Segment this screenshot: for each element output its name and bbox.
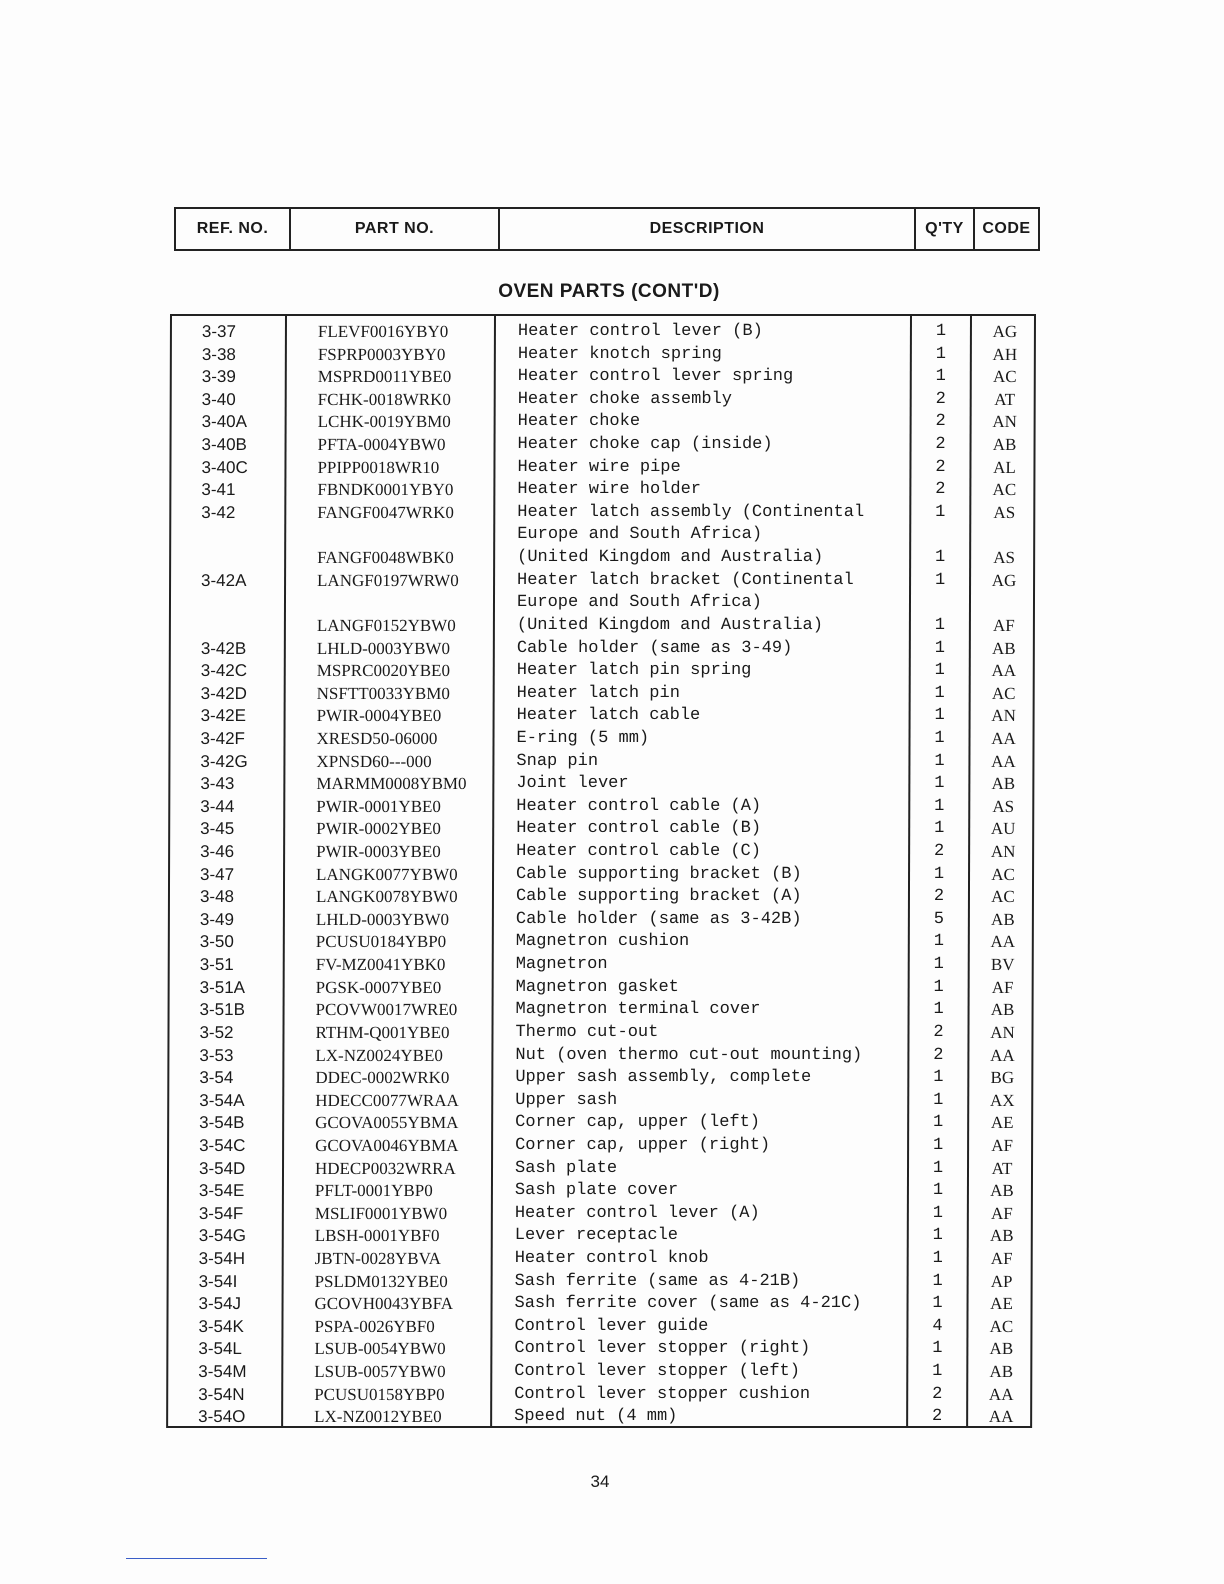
- table-row: [171, 502, 1033, 525]
- description-cell: Heater latch pin spring: [516, 661, 752, 681]
- table-row: [172, 434, 1034, 457]
- ref-no-cell: 3-44: [200, 796, 235, 816]
- qty-cell: 1: [935, 322, 947, 341]
- description-cell: Control lever guide: [514, 1316, 709, 1336]
- description-cell: Sash plate: [514, 1158, 618, 1178]
- ref-no-cell: 3-54I: [198, 1271, 238, 1291]
- section-title: OVEN PARTS (CONT'D): [498, 281, 720, 302]
- qty-cell: 1: [932, 1135, 944, 1155]
- table-row: [171, 683, 1033, 706]
- part-no-cell: FSPRP0003YBY0: [317, 344, 446, 364]
- qty-cell: 5: [933, 909, 945, 929]
- table-row: [169, 1271, 1031, 1294]
- description-cell: Magnetron gasket: [515, 977, 679, 997]
- code-cell: AB: [992, 435, 1017, 455]
- code-cell: AT: [991, 1158, 1013, 1178]
- table-row: [170, 773, 1032, 796]
- code-cell: AB: [990, 1181, 1014, 1201]
- code-cell: AB: [991, 909, 1015, 929]
- qty-cell: 2: [935, 389, 946, 409]
- qty-cell: 1: [933, 977, 944, 997]
- page-number: 34: [590, 1472, 610, 1491]
- description-cell: (United Kingdom and Australia): [517, 548, 824, 568]
- table-row: [171, 457, 1033, 480]
- qty-cell: 1: [932, 1248, 943, 1268]
- part-no-cell: LX-NZ0012YBE0: [314, 1407, 442, 1427]
- code-cell: AN: [991, 706, 1016, 726]
- description-cell: Heater control lever (B): [517, 322, 763, 341]
- code-cell: AC: [991, 887, 1015, 907]
- code-cell: AT: [994, 389, 1016, 409]
- header-description: DESCRIPTION: [500, 209, 916, 249]
- description-cell: Magnetron: [515, 955, 608, 975]
- description-cell: Cable holder (same as 3-49): [516, 638, 793, 658]
- qty-cell: 2: [933, 842, 945, 862]
- qty-cell: 2: [935, 435, 946, 455]
- code-cell: AB: [991, 638, 1016, 658]
- part-no-cell: PWIR-0004YBE0: [316, 706, 442, 726]
- table-row: [168, 1384, 1030, 1407]
- ref-no-cell: 3-54F: [198, 1203, 244, 1223]
- ref-no-cell: 3-38: [201, 344, 236, 364]
- code-cell: BV: [990, 955, 1015, 975]
- description-cell: Heater knotch spring: [517, 344, 722, 364]
- ref-no-cell: 3-48: [199, 887, 235, 907]
- ref-no-cell: 3-47: [200, 864, 235, 884]
- qty-cell: 4: [932, 1316, 943, 1336]
- part-no-cell: PSPA-0026YBF0: [314, 1316, 435, 1336]
- qty-cell: 2: [933, 887, 945, 907]
- code-cell: AA: [988, 1407, 1014, 1427]
- code-cell: AF: [991, 1135, 1013, 1155]
- table-row: [168, 1316, 1030, 1339]
- qty-cell: 2: [935, 412, 946, 432]
- ref-no-cell: 3-41: [201, 480, 236, 500]
- qty-cell: 2: [933, 1045, 944, 1065]
- code-cell: AE: [990, 1294, 1013, 1314]
- code-cell: AX: [989, 1090, 1015, 1110]
- code-cell: AN: [990, 1022, 1015, 1042]
- ref-no-cell: 3-54H: [198, 1248, 246, 1268]
- table-row: [169, 1248, 1031, 1271]
- qty-cell: 1: [933, 955, 944, 975]
- part-no-cell: PSLDM0132YBE0: [314, 1271, 448, 1291]
- table-row: [168, 1338, 1030, 1361]
- qty-cell: 1: [935, 502, 946, 522]
- part-no-cell: JBTN-0028YBVA: [314, 1248, 442, 1268]
- table-row: [171, 660, 1033, 683]
- description-cell: Upper sash assembly, complete: [515, 1068, 812, 1088]
- description-cell: Sash ferrite cover (same as 4-21C): [514, 1294, 862, 1314]
- table-row: [170, 931, 1032, 954]
- table-row: [169, 1225, 1031, 1248]
- description-cell: Corner cap, upper (right): [515, 1135, 771, 1155]
- table-row: [171, 638, 1033, 661]
- part-no-cell: LHLD-0003YBW0: [316, 638, 451, 658]
- qty-cell: 1: [935, 367, 946, 387]
- table-row: [168, 1406, 1030, 1429]
- ref-no-cell: 3-54O: [198, 1407, 246, 1427]
- description-cell: Control lever stopper (left): [514, 1362, 800, 1382]
- description-cell: Control lever stopper cushion: [514, 1384, 811, 1404]
- description-cell: Heater latch assembly (Continental: [517, 502, 865, 522]
- table-row: [169, 1045, 1031, 1068]
- part-no-cell: PGSK-0007YBE0: [315, 977, 442, 997]
- table-row: [170, 864, 1032, 887]
- qty-cell: 2: [932, 1384, 943, 1404]
- code-cell: AS: [993, 548, 1016, 568]
- ref-no-cell: 3-40: [201, 389, 236, 409]
- description-cell: Europe and South Africa): [516, 593, 762, 613]
- part-no-cell: MSPRD0011YBE0: [317, 367, 452, 387]
- part-no-cell: XRESD50-06000: [316, 728, 438, 748]
- qty-cell: 1: [934, 615, 946, 635]
- qty-cell: 1: [932, 1339, 943, 1359]
- table-row: [172, 366, 1034, 389]
- description-cell: Heater latch cable: [516, 706, 701, 726]
- ref-no-cell: 3-53: [199, 1045, 234, 1065]
- description-cell: Heater choke assembly: [517, 389, 732, 409]
- part-no-cell: MSPRC0020YBE0: [316, 661, 450, 681]
- ref-no-cell: 3-42D: [200, 683, 248, 703]
- qty-cell: 1: [933, 864, 945, 884]
- code-cell: AG: [991, 570, 1017, 590]
- table-row: [170, 954, 1032, 977]
- table-row: [169, 1158, 1031, 1181]
- part-no-cell: GCOVA0046YBMA: [315, 1135, 459, 1155]
- ref-no-cell: 3-49: [199, 909, 234, 929]
- ref-no-cell: 3-40A: [201, 412, 248, 432]
- qty-cell: 1: [932, 1158, 944, 1178]
- part-no-cell: PWIR-0002YBE0: [316, 819, 441, 839]
- table-row: [169, 1203, 1031, 1226]
- footer-rule: [126, 1558, 267, 1559]
- table-row: [172, 411, 1034, 434]
- code-cell: AF: [993, 615, 1015, 635]
- table-row: [169, 1090, 1031, 1113]
- qty-cell: 1: [934, 706, 945, 726]
- ref-no-cell: 3-50: [199, 932, 234, 952]
- description-cell: Heater wire holder: [517, 480, 702, 500]
- code-cell: AB: [989, 1226, 1014, 1246]
- table-row: [170, 796, 1032, 819]
- qty-cell: 1: [935, 548, 946, 568]
- code-cell: AC: [991, 683, 1016, 703]
- table-row: [171, 547, 1033, 570]
- description-cell: Upper sash: [515, 1090, 618, 1110]
- code-cell: AC: [992, 480, 1017, 500]
- table-row: [170, 818, 1032, 841]
- code-cell: AB: [991, 774, 1016, 794]
- description-cell: Cable supporting bracket (B): [516, 864, 802, 884]
- code-cell: AB: [989, 1339, 1014, 1359]
- qty-cell: 1: [935, 344, 946, 364]
- header-code: CODE: [982, 220, 1031, 237]
- description-cell: (United Kingdom and Australia): [516, 615, 824, 635]
- table-row: [170, 977, 1032, 1000]
- qty-cell: 1: [932, 1226, 943, 1246]
- qty-cell: 1: [932, 1294, 943, 1314]
- qty-cell: 1: [934, 796, 945, 816]
- code-cell: AN: [992, 412, 1017, 432]
- code-cell: AL: [993, 457, 1016, 477]
- qty-cell: 2: [933, 1022, 944, 1042]
- part-no-cell: MSLIF0001YBW0: [314, 1203, 448, 1223]
- code-cell: AA: [991, 728, 1016, 748]
- part-no-cell: FANGF0047WRK0: [317, 502, 454, 522]
- ref-no-cell: 3-54E: [198, 1181, 245, 1201]
- part-no-cell: GCOVH0043YBFA: [314, 1294, 454, 1314]
- table-row: [169, 1180, 1031, 1203]
- part-no-cell: FANGF0048WBK0: [317, 548, 454, 568]
- ref-no-cell: 3-54A: [199, 1090, 245, 1110]
- header-part-no: PART NO.: [291, 209, 500, 249]
- qty-cell: 1: [934, 728, 945, 748]
- code-cell: AG: [992, 322, 1018, 341]
- part-no-cell: RTHM-Q001YBE0: [315, 1022, 450, 1042]
- qty-cell: 1: [934, 683, 945, 703]
- qty-cell: 1: [934, 751, 945, 771]
- code-cell: AP: [990, 1271, 1013, 1291]
- part-no-cell: PFLT-0001YBP0: [314, 1181, 433, 1201]
- qty-cell: 1: [932, 1203, 943, 1223]
- description-cell: Heater control cable (A): [516, 796, 762, 816]
- part-no-cell: PCOVW0017WRE0: [315, 1000, 458, 1020]
- ref-no-cell: 3-42: [201, 502, 236, 522]
- code-cell: AH: [992, 344, 1018, 364]
- description-cell: Thermo cut-out: [515, 1022, 659, 1042]
- table-row: [169, 1135, 1031, 1158]
- description-cell: Nut (oven thermo cut-out mounting): [515, 1045, 863, 1065]
- qty-cell: 2: [932, 1407, 943, 1427]
- parts-table: [166, 314, 1036, 1428]
- qty-cell: 1: [933, 932, 944, 952]
- description-cell: Heater control cable (C): [516, 842, 762, 862]
- ref-no-cell: 3-54D: [198, 1158, 246, 1178]
- ref-no-cell: 3-51: [199, 955, 234, 975]
- code-cell: AB: [989, 1362, 1014, 1382]
- code-cell: BG: [990, 1068, 1015, 1088]
- ref-no-cell: 3-42G: [200, 751, 248, 771]
- code-cell: AB: [990, 1000, 1015, 1020]
- table-row: [170, 886, 1032, 909]
- table-header: [174, 207, 1040, 251]
- qty-cell: 2: [935, 457, 946, 477]
- table-row: [170, 999, 1032, 1022]
- description-cell: Heater control lever spring: [517, 367, 794, 387]
- ref-no-cell: 3-42A: [201, 570, 247, 590]
- part-no-cell: LHLD-0003YBW0: [315, 909, 450, 929]
- code-cell: AC: [991, 864, 1015, 884]
- part-no-cell: HDECP0032WRRA: [314, 1158, 456, 1178]
- description-cell: Cable holder (same as 3-42B): [515, 909, 802, 929]
- ref-no-cell: 3-40C: [201, 457, 248, 477]
- code-cell: AF: [990, 1248, 1013, 1268]
- code-cell: AA: [991, 661, 1017, 681]
- description-cell: Joint lever: [516, 774, 629, 794]
- ref-no-cell: 3-46: [200, 842, 235, 862]
- table-row: [171, 479, 1033, 502]
- table-row: [170, 841, 1032, 864]
- ref-no-cell: 3-54N: [198, 1384, 245, 1404]
- part-no-cell: LANGF0197WRW0: [317, 570, 459, 590]
- table-row: [171, 524, 1033, 547]
- description-cell: Speed nut (4 mm): [514, 1407, 678, 1427]
- description-cell: Heater control knob: [514, 1248, 709, 1268]
- parts-table-body: [168, 321, 1034, 1429]
- code-cell: AF: [990, 1203, 1013, 1223]
- qty-cell: 1: [934, 661, 945, 681]
- part-no-cell: LBSH-0001YBF0: [314, 1226, 440, 1246]
- part-no-cell: PPIPP0018WR10: [317, 457, 440, 477]
- qty-cell: 1: [933, 1113, 944, 1133]
- description-cell: Corner cap, upper (left): [515, 1113, 761, 1133]
- part-no-cell: FLEVF0016YBY0: [317, 322, 449, 341]
- qty-cell: 1: [934, 774, 945, 794]
- ref-no-cell: 3-54K: [198, 1316, 244, 1336]
- ref-no-cell: 3-54C: [199, 1135, 246, 1155]
- table-row: [171, 592, 1033, 615]
- ref-no-cell: 3-54J: [198, 1294, 242, 1314]
- ref-no-cell: 3-40B: [201, 435, 247, 455]
- ref-no-cell: 3-43: [200, 774, 235, 794]
- part-no-cell: FCHK-0018WRK0: [317, 389, 451, 409]
- part-no-cell: NSFTT0033YBM0: [316, 683, 450, 703]
- code-cell: AC: [992, 367, 1017, 387]
- table-row: [172, 321, 1034, 344]
- table-row: [169, 1293, 1031, 1316]
- table-row: [172, 389, 1034, 412]
- code-cell: AC: [989, 1316, 1014, 1336]
- ref-no-cell: 3-52: [199, 1022, 234, 1042]
- description-cell: Magnetron terminal cover: [515, 1000, 761, 1020]
- table-row: [170, 909, 1032, 932]
- qty-cell: 1: [932, 1271, 943, 1291]
- ref-no-cell: 3-42B: [200, 638, 247, 658]
- part-no-cell: HDECC0077WRAA: [315, 1090, 459, 1110]
- ref-no-cell: 3-39: [201, 367, 236, 387]
- qty-cell: 2: [935, 480, 946, 500]
- code-cell: AS: [992, 796, 1015, 816]
- description-cell: Heater latch pin: [516, 683, 680, 703]
- qty-cell: 1: [934, 638, 945, 658]
- description-cell: Lever receptacle: [514, 1226, 679, 1246]
- ref-no-cell: 3-42C: [200, 661, 248, 681]
- description-cell: Heater control cable (B): [516, 819, 762, 839]
- ref-no-cell: 3-54L: [198, 1339, 242, 1359]
- part-no-cell: XPNSD60---000: [316, 751, 432, 771]
- description-cell: Control lever stopper (right): [514, 1339, 811, 1359]
- part-no-cell: LX-NZ0024YBE0: [315, 1045, 443, 1065]
- table-row: [171, 570, 1033, 593]
- header-qty: Q'TY: [916, 209, 975, 249]
- part-no-cell: MARMM0008YBM0: [316, 774, 467, 794]
- ref-no-cell: 3-42F: [200, 728, 245, 748]
- qty-cell: 1: [933, 1000, 944, 1020]
- table-row: [168, 1361, 1030, 1384]
- description-cell: Europe and South Africa): [517, 525, 763, 545]
- description-cell: Heater control lever (A): [514, 1203, 760, 1223]
- ref-no-cell: 3-51B: [199, 1000, 245, 1020]
- qty-cell: 1: [933, 1068, 944, 1088]
- ref-no-cell: 3-54M: [198, 1362, 247, 1382]
- part-no-cell: FV-MZ0041YBK0: [315, 955, 446, 975]
- table-row: [172, 344, 1034, 367]
- header-ref-no: REF. NO.: [176, 209, 291, 249]
- qty-cell: 1: [932, 1181, 944, 1201]
- description-cell: Sash ferrite (same as 4-21B): [514, 1271, 801, 1291]
- part-no-cell: LANGK0078YBW0: [315, 887, 458, 907]
- part-no-cell: LSUB-0054YBW0: [314, 1339, 446, 1359]
- qty-cell: 1: [932, 1362, 943, 1382]
- ref-no-cell: 3-54B: [199, 1113, 245, 1133]
- ref-no-cell: 3-42E: [200, 706, 247, 726]
- qty-cell: 1: [933, 1090, 944, 1110]
- code-cell: AA: [990, 932, 1016, 952]
- description-cell: Cable supporting bracket (A): [515, 887, 802, 907]
- qty-cell: 1: [934, 819, 945, 839]
- part-no-cell: DDEC-0002WRK0: [315, 1068, 450, 1088]
- description-cell: Heater latch bracket (Continental: [517, 570, 854, 590]
- part-no-cell: PCUSU0184YBP0: [315, 932, 447, 952]
- qty-cell: 1: [934, 570, 946, 590]
- part-no-cell: PCUSU0158YBP0: [314, 1384, 445, 1404]
- description-cell: Magnetron cushion: [515, 932, 690, 952]
- ref-no-cell: 3-54: [199, 1068, 234, 1088]
- table-row: [170, 751, 1032, 774]
- part-no-cell: LANGF0152YBW0: [316, 615, 456, 635]
- part-no-cell: PWIR-0003YBE0: [316, 842, 441, 862]
- code-cell: AF: [991, 977, 1014, 997]
- description-cell: Heater choke cap (inside): [517, 435, 773, 455]
- part-no-cell: LSUB-0057YBW0: [314, 1362, 446, 1382]
- code-cell: AA: [991, 751, 1016, 771]
- part-no-cell: FBNDK0001YBY0: [317, 480, 454, 500]
- part-no-cell: LANGK0077YBW0: [316, 864, 458, 884]
- table-row: [169, 1022, 1031, 1045]
- table-row: [171, 615, 1033, 638]
- ref-no-cell: 3-45: [200, 819, 235, 839]
- part-no-cell: PFTA-0004YBW0: [317, 435, 446, 455]
- ref-no-cell: 3-54G: [198, 1226, 247, 1246]
- table-row: [170, 728, 1032, 751]
- code-cell: AS: [993, 502, 1016, 522]
- description-cell: Snap pin: [516, 751, 599, 771]
- code-cell: AU: [990, 819, 1016, 839]
- part-no-cell: PWIR-0001YBE0: [316, 796, 441, 816]
- code-cell: AE: [990, 1113, 1014, 1133]
- description-cell: Sash plate cover: [514, 1181, 679, 1201]
- table-row: [169, 1112, 1031, 1135]
- table-row: [169, 1067, 1031, 1090]
- part-no-cell: GCOVA0055YBMA: [315, 1113, 459, 1133]
- code-cell: AN: [990, 842, 1016, 862]
- description-cell: E-ring (5 mm): [516, 728, 650, 748]
- code-cell: AA: [988, 1384, 1014, 1404]
- description-cell: Heater choke: [517, 412, 641, 432]
- table-row: [171, 705, 1033, 728]
- ref-no-cell: 3-37: [201, 322, 237, 341]
- code-cell: AA: [990, 1045, 1015, 1065]
- description-cell: Heater wire pipe: [517, 457, 681, 477]
- ref-no-cell: 3-51A: [199, 977, 246, 997]
- part-no-cell: LCHK-0019YBM0: [317, 412, 451, 432]
